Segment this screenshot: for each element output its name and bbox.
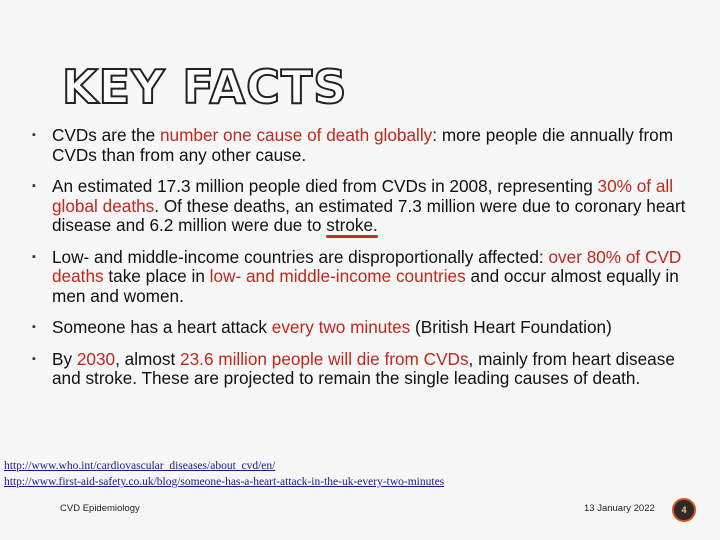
bullet-text: By — [52, 348, 77, 369]
bullet-text: (British Heart Foundation) — [410, 317, 612, 337]
highlighted-text: 2030 — [76, 348, 116, 369]
bullet-text: , almost — [115, 348, 181, 369]
bullet-item — [32, 248, 700, 307]
footer-label: CVD Epidemiology — [60, 503, 140, 514]
bullet-list — [32, 126, 700, 401]
bullet-text: An estimated 17.3 million people died from CVDs in 2008, representing — [52, 176, 598, 196]
bullet-text: CVDs are the — [52, 125, 160, 145]
bullet-item — [32, 318, 700, 338]
bullet-marker-icon: ▪ — [32, 250, 36, 263]
bullet-item — [32, 350, 700, 389]
bullet-text: take place in — [103, 266, 210, 286]
reference-links — [4, 458, 444, 490]
underlined-text: coronary heart disease — [52, 195, 686, 235]
bullet-marker-icon: ▪ — [32, 129, 36, 141]
bullet-item — [32, 177, 700, 236]
bullet-marker-icon: ▪ — [32, 321, 36, 333]
bullet-text: , mainly from heart disease and stroke. These are projected to remain the single leading causes of death. — [52, 348, 675, 388]
bullet-text: Someone has a heart attack — [52, 317, 272, 337]
bullet-marker-icon: ▪ — [32, 352, 36, 365]
highlighted-text: over 80% of CVD deaths — [52, 246, 682, 286]
highlighted-text: number one cause of death globally — [159, 125, 433, 145]
bullet-text: : more people die annually from CVDs than from any other cause. — [52, 125, 674, 165]
highlighted-text: 30% of all global deaths — [52, 176, 674, 216]
page-number-badge: 4 — [672, 498, 696, 522]
bullet-text: . Of these deaths, an estimated 7.3 million were due to — [154, 195, 575, 216]
reference-link[interactable]: http://www.first-aid-safety.co.uk/blog/someone-has-a-heart-attack-in-the-uk-every-two-minutes — [4, 476, 445, 488]
underlined-text: stroke. — [326, 215, 378, 235]
highlighted-text: low- and middle-income countries — [209, 266, 466, 286]
bullet-text: Low- and middle-income countries are disproportionally affected: — [52, 246, 549, 267]
bullet-marker-icon: ▪ — [32, 180, 36, 192]
highlighted-text: 23.6 million people will die from CVDs — [180, 348, 469, 369]
highlighted-text: every two minutes — [271, 317, 411, 337]
bullet-item — [32, 126, 700, 165]
bullet-text: and 6.2 million were due to — [111, 215, 327, 235]
reference-link[interactable]: http://www.who.int/cardiovascular_diseases/about_cvd/en/ — [4, 460, 276, 472]
slide-title: KEY FACTS — [62, 60, 348, 114]
bullet-text: and occur almost equally in men and women. — [52, 266, 679, 306]
footer-date: 13 January 2022 — [584, 503, 655, 514]
